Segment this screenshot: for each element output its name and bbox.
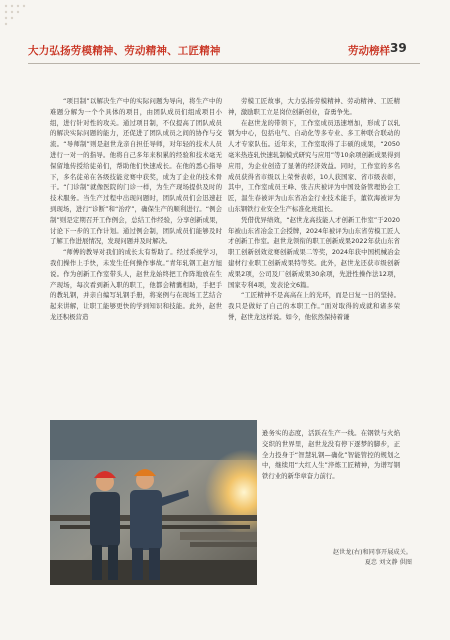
page-number: 39: [390, 41, 407, 55]
header-divider: [28, 63, 420, 64]
workers-photo: [50, 420, 257, 585]
paragraph: 凭借优异绩效，“赵世龙高技能人才创新工作室”于2020年被山东省冶金工会授牌，2024年被评为山东省劳模工匠人才创新工作室。赵世龙领衔的职工创新成果2022年获山东省职工创新创效竞赛创新成果二等奖，2024年获中国机械冶金建材行业职工创新成果特等奖。此外，赵世龙还获市级创新成果2项，公司及厂创新成果30余项，先进性操作法12项，国家专利4项，发表论文6篇。: [228, 215, 400, 289]
page-header: [0, 0, 450, 70]
paragraph: “工匠精神不是高高在上的光环，而是日复一日的坚持。我只是做好了自己的本职工作。”面对取得的成就和诸多荣誉，赵世龙这样说。如今，他依然保持着谦: [228, 291, 400, 321]
photo-illustration: [50, 420, 257, 585]
magazine-slogan: 大力弘扬劳模精神、劳动精神、工匠精神: [28, 45, 221, 57]
article-column-right-continued: [262, 428, 400, 482]
photo-caption: [262, 548, 412, 568]
paragraph: 劳模工匠故事，大力弘扬劳模精神、劳动精神、工匠精神，激励职工立足岗位创新创业，奋勇争先。: [228, 97, 400, 116]
paragraph: 逊务实的态度，活跃在生产一线。在钢铁与火焰交织的世界里，赵世龙没有停下逐梦的脚步，正全力投身于“智慧轧钢—确化”智能管控的规划之中，继续用“大红人生”淬炼工匠精神，为谱写钢铁行业的新华章奋力前行。: [262, 429, 400, 481]
article-column-right: [228, 96, 400, 323]
caption-credit: 夏忠 刘文静 供图: [364, 559, 412, 566]
article-column-left: [50, 96, 222, 323]
caption-text: 赵世龙(右)和同事开展成关。: [332, 549, 412, 556]
decorative-dots-icon: [0, 0, 50, 35]
paragraph: 在赵世龙的带领下，工作室成员迅速增加，形成了以轧钢为中心，包括电气、自动化等多专业、多工种联合联动的人才专家队伍。近年来，工作室取得了丰硕的成果，“2050毫米热连轧快速轧制模式研究与应用”等10余项创新成果得到应用，为企业创造了显著的经济效益。同时，工作室的多名成员获得省市级以上荣誉表彰，10人获国家、省市级表彰，其中，工作室成员王峰、张吉庆被评为中国设备管理协会工匠，温生春被评为山东省冶金行业技术能手，董钦海被评为山东钢铁行业安全生产标准化班组长。: [228, 118, 400, 213]
paragraph: “师傅的教导对我们的成长太有帮助了。经过系统学习，我们操作上手快，未发生任何操作事故。”青年轧钢工赵方旭说。作为创新工作室带头人，赵世龙始终把工作阵地放在生产现场，每次看到新入职的职工，他都会精囊相助，手把手的教轧钢，并亲自编写轧钢手册，将案例与在现场工艺结合起来讲解，让职工能够更快的学到知识和技能。此外，赵世龙还积极营造: [50, 248, 222, 321]
paragraph: “项目制”以解决生产中的实际问题为导向，将生产中的难题分解为一个个具体的项目，由团队成员们组成项目小组，进行针对性的攻关。通过项目制，不仅提高了团队成员的解决实际问题的能力，还促进了团队成员之间的协作与交流。“导师制”则是赵世龙亲自担任导师，对年轻的技术人员进行一对一的指导。他将自己多年来积累的经验和技术毫无保留地传授给徒弟们，帮助他们快速成长。在他的悉心指导下，多名徒弟在各级技能竞赛中获奖，成为了企业的技术骨干。“门诊制”就像医院的门诊一样，为生产现场提供及时的技术服务。当生产过程中出现问题时，团队成员们会迅速赶到现场，进行“诊断”和“治疗”，确保生产的顺利进行。“例会制”则是定期召开工作例会，总结工作经验，分享创新成果，讨论下一步的工作计划。通过例会制，团队成员们能够及时了解工作进展情况，发现问题并及时解决。: [50, 97, 222, 246]
section-name: 劳动榜样: [348, 45, 390, 57]
